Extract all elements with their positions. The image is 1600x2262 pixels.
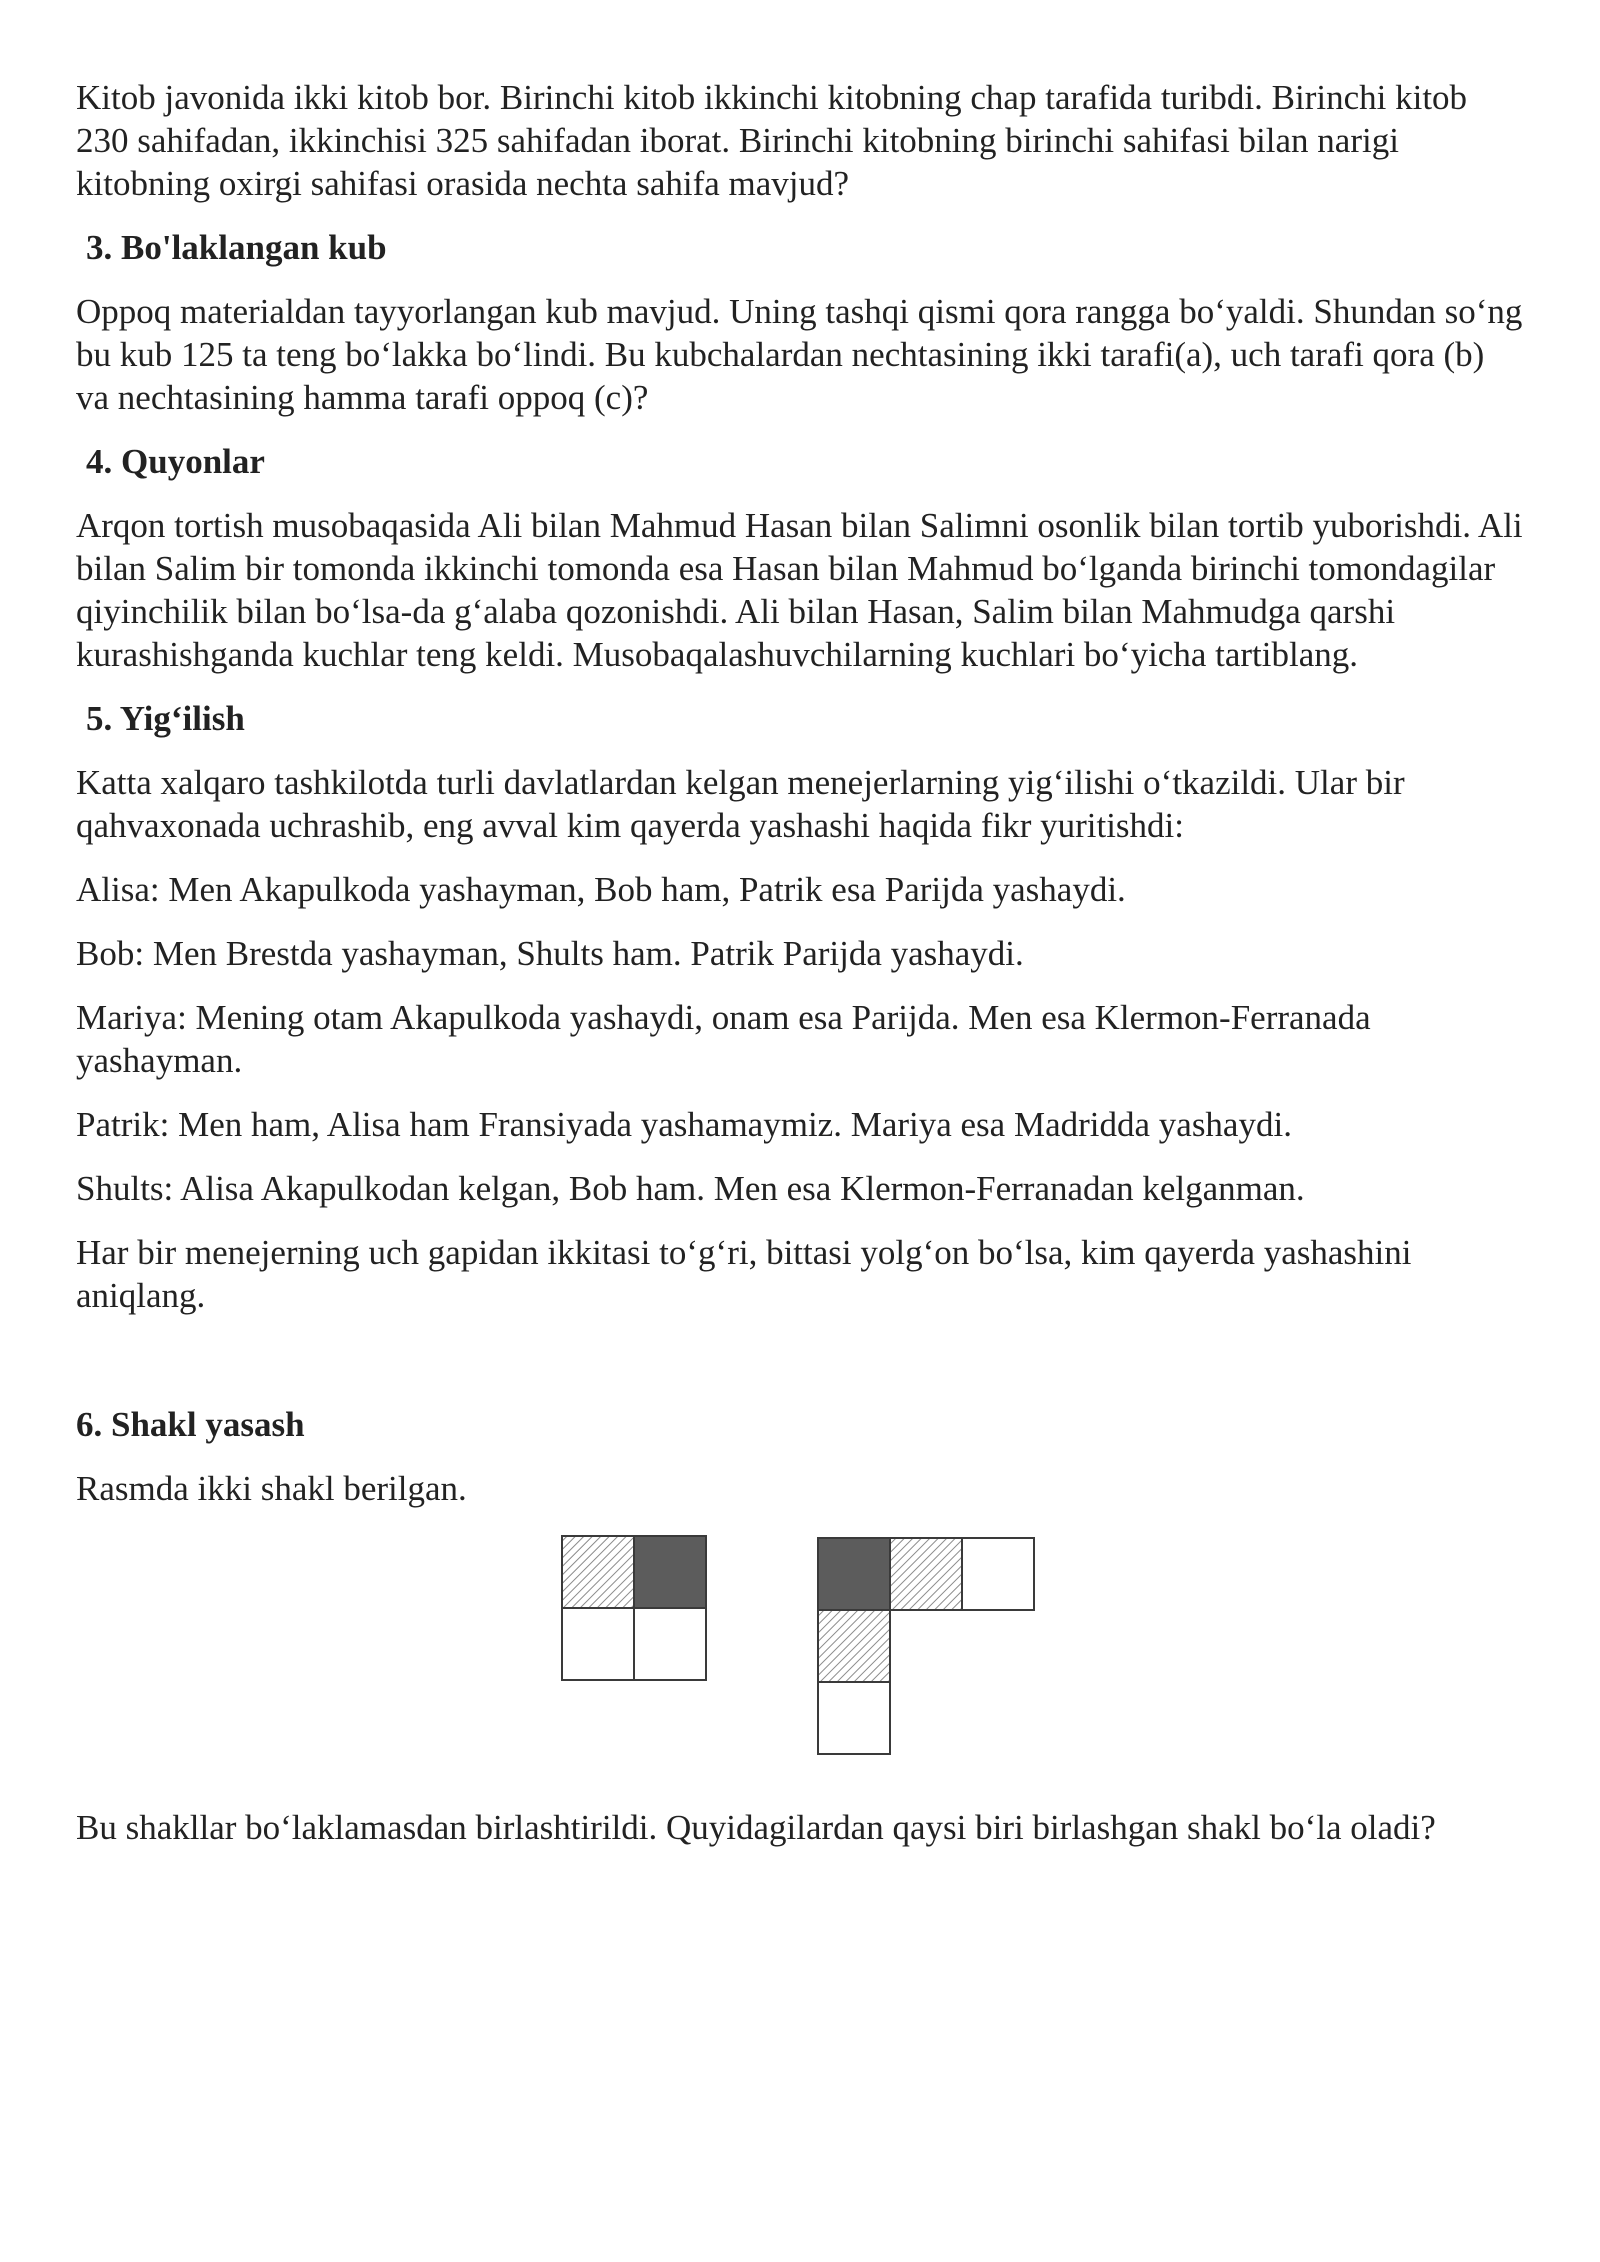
statement-shults: Shults: Alisa Akapulkodan kelgan, Bob ham. Men esa Klermon-Ferranadan kelganman. — [76, 1169, 1305, 1208]
section-5-question: Har bir menejerning uch gapidan ikkitasi to‘g‘ri, bittasi yolg‘on bo‘lsa, kim qayerda yashashini aniqlang. — [76, 1233, 1412, 1315]
shapes-figure — [76, 1534, 1526, 1771]
section-4-title: 4. Quyonlar — [86, 442, 265, 481]
section-gap — [76, 1338, 1526, 1403]
shape-1-cell-dark — [634, 1536, 706, 1608]
statement-bob: Bob: Men Brestda yashayman, Shults ham. Patrik Parijda yashaydi. — [76, 934, 1024, 973]
section-3-text: Oppoq materialdan tayyorlangan kub mavjud. Uning tashqi qismi qora rangga bo‘yaldi. Shundan so‘ng bu kub 125 ta teng bo‘lakka bo‘lindi. Bu kubchalardan nechtasining ikki tarafi(a), uch tarafi qora (b) va nechtasining hamma tarafi oppoq (c)? — [76, 292, 1523, 417]
shape-1-cell-white — [634, 1608, 706, 1680]
section-5-text: Katta xalqaro tashkilotda turli davlatlardan kelgan menejerlarning yig‘ilishi o‘tkazildi. Ular bir qahvaxonada uchrashib, eng avval kim qayerda yashashi haqida fikr yuritishdi: — [76, 763, 1405, 845]
shapes-svg — [560, 1534, 1040, 1771]
shape-1-cell-hatched — [562, 1536, 634, 1608]
section-6-after-text: Bu shakllar bo‘laklamasdan birlashtirildi. Quyidagilardan qaysi biri birlashgan shakl bo‘la oladi? — [76, 1808, 1436, 1847]
section-6-text: Rasmda ikki shakl berilgan. — [76, 1469, 467, 1508]
shape-2-cell-hatched — [890, 1538, 962, 1610]
section-3-title: 3. Bo'laklangan kub — [86, 228, 387, 267]
statement-mariya: Mariya: Mening otam Akapulkoda yashaydi, onam esa Parijda. Men esa Klermon-Ferranada yashayman. — [76, 998, 1371, 1080]
section-4-text: Arqon tortish musobaqasida Ali bilan Mahmud Hasan bilan Salimni osonlik bilan tortib yuborishdi. Ali bilan Salim bir tomonda ikkinchi tomonda esa Hasan bilan Mahmud bo‘lganda birinchi tomondagilar qiyinchilik bilan bo‘lsa-da g‘alaba qozonishdi. Ali bilan Hasan, Salim bilan Mahmudga qarshi kurashishganda kuchlar teng keldi. Musobaqalashuvchilarning kuchlari bo‘yicha tartiblang. — [76, 506, 1523, 674]
shape-2-cell-white — [818, 1682, 890, 1754]
shape-2-cell-hatched — [818, 1610, 890, 1682]
intro-paragraph: Kitob javonida ikki kitob bor. Birinchi kitob ikkinchi kitobning chap tarafida turibdi. Birinchi kitob 230 sahifadan, ikkinchisi 325 sahifadan iborat. Birinchi kitobning birinchi sahifasi bilan narigi kitobning oxirgi sahifasi orasida nechta sahifa mavjud? — [76, 78, 1468, 203]
shape-1-cell-white — [562, 1608, 634, 1680]
shape-2 — [818, 1538, 1034, 1754]
section-6-title: 6. Shakl yasash — [76, 1405, 305, 1444]
statement-alisa: Alisa: Men Akapulkoda yashayman, Bob ham, Patrik esa Parijda yashaydi. — [76, 870, 1126, 909]
shape-1 — [562, 1536, 706, 1680]
document-page — [76, 76, 1526, 1870]
section-5-title: 5. Yig‘ilish — [86, 699, 245, 738]
statement-patrik: Patrik: Men ham, Alisa ham Fransiyada yashamaymiz. Mariya esa Madridda yashaydi. — [76, 1105, 1292, 1144]
shape-2-cell-dark — [818, 1538, 890, 1610]
shape-2-cell-white — [962, 1538, 1034, 1610]
